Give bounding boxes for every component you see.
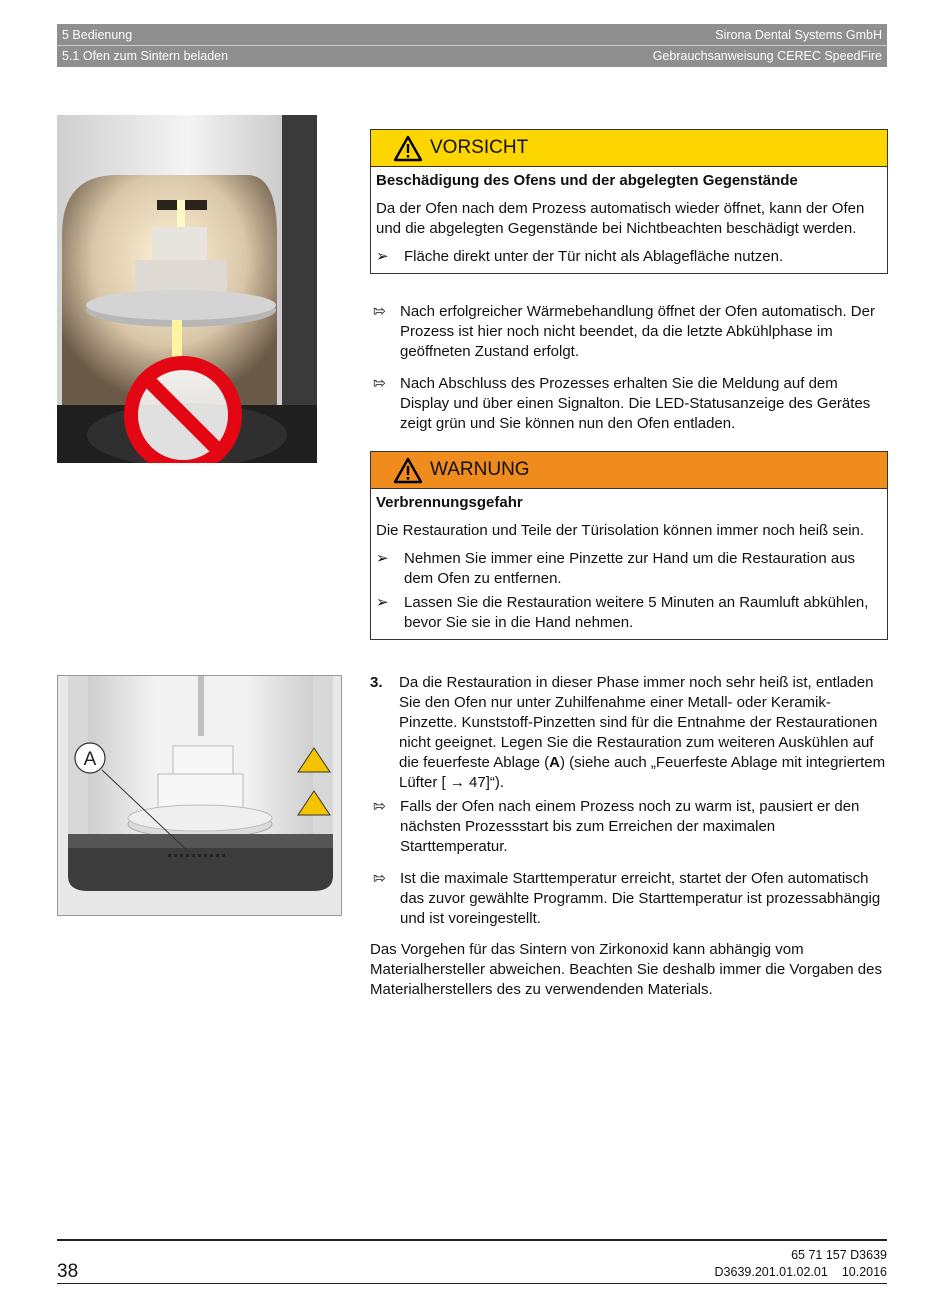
- doc-date: 10.2016: [841, 1265, 887, 1279]
- warning-action: [371, 589, 887, 639]
- result-arrow-icon: ⇰: [373, 375, 386, 392]
- step-text-part: ) (siehe auch „Feuerfeste Ablage mit integriertem Lüfter [ → 47]“).: [399, 754, 886, 791]
- chapter-title: 5 Bedienung: [62, 28, 133, 42]
- doc-meta: [715, 1265, 887, 1279]
- action-arrow-icon: ➢: [376, 248, 389, 265]
- page-header: [57, 24, 887, 67]
- result-text: Falls der Ofen nach einem Prozess noch zu warm ist, pausiert er den nächsten Prozessstart bis zum Erreichen der maximalen Starttemperatur.: [400, 798, 860, 855]
- result-item: [373, 797, 886, 857]
- warning-triangle-icon: [393, 457, 423, 484]
- result-item: [373, 374, 886, 434]
- warning-box: [370, 451, 888, 640]
- warning-action-text: Nehmen Sie immer eine Pinzette zur Hand um die Restauration aus dem Ofen zu entfernen.: [404, 550, 856, 587]
- result-item: [373, 302, 886, 362]
- caution-action: [371, 239, 887, 273]
- caution-title: Beschädigung des Ofens und der abgelegten Gegenstände: [376, 172, 798, 189]
- caution-label: VORSICHT: [430, 137, 529, 158]
- furnace-open-photo: [57, 115, 317, 463]
- prohibition-icon: [131, 363, 235, 463]
- manual-title: Gebrauchsanweisung CEREC SpeedFire: [652, 49, 882, 63]
- caution-text: Da der Ofen nach dem Prozess automatisch wieder öffnet, kann der Ofen und die abgelegten Gegenstände bei Nichtbeachten beschädigt werden.: [376, 200, 865, 237]
- warning-title: Verbrennungsgefahr: [376, 494, 523, 511]
- doc-id: D3639.201.01.02.01: [714, 1265, 828, 1279]
- footer-rule: [57, 1283, 887, 1284]
- result-text: Nach Abschluss des Prozesses erhalten Sie die Meldung auf dem Display und über einen Signalton. Die LED-Statusanzeige des Gerätes zeigt grün und Sie können nun den Ofen entladen.: [400, 375, 871, 432]
- sintering-note: Das Vorgehen für das Sintern von Zirkonoxid kann abhängig vom Materialhersteller abweichen. Beachten Sie deshalb immer die Vorgaben des Materialherstellers des zu verwendenden Materials.: [370, 941, 882, 998]
- page-number: 38: [57, 1261, 79, 1282]
- result-arrow-icon: ⇰: [373, 303, 386, 320]
- furnace-shelf-drawing: [57, 675, 342, 916]
- result-arrow-icon: ⇰: [373, 798, 386, 815]
- callout-a-label: A: [83, 749, 97, 770]
- step-text-part: Da die Restauration in dieser Phase immer noch sehr heiß ist, entladen Sie den Ofen nur unter Zuhilfenahme einer Metall- oder Keramik-Pinzette. Kunststoff-Pinzetten sind für die Entnahme der Restaurationen nicht geeignet. Legen Sie die Restauration zum weiteren Auskühlen auf die feuerfeste Ablage (: [399, 674, 878, 771]
- action-arrow-icon: ➢: [376, 594, 389, 611]
- warning-triangle-icon: [393, 135, 423, 162]
- warning-text: Die Restauration und Teile der Türisolation können immer noch heiß sein.: [376, 522, 865, 539]
- warning-action-text: Lassen Sie die Restauration weitere 5 Minuten an Raumluft abkühlen, bevor Sie sie in die Hand nehmen.: [404, 594, 869, 631]
- section-title: 5.1 Ofen zum Sintern beladen: [62, 49, 229, 63]
- result-item: [373, 869, 886, 929]
- action-arrow-icon: ➢: [376, 550, 389, 567]
- caution-header: [371, 130, 887, 167]
- step-text: [399, 673, 888, 793]
- company-name: Sirona Dental Systems GmbH: [715, 28, 882, 42]
- step-3: [370, 673, 888, 793]
- footer-rule: [57, 1239, 887, 1241]
- result-arrow-icon: ⇰: [373, 870, 386, 887]
- step-number: 3.: [370, 674, 383, 691]
- warning-action: [371, 541, 887, 589]
- warning-header: [371, 452, 887, 489]
- result-text: Nach erfolgreicher Wärmebehandlung öffnet der Ofen automatisch. Der Prozess ist hier noch nicht beendet, da die letzte Abkühlphase im geöffneten Zustand erfolgt.: [400, 303, 875, 360]
- step-ref-a: A: [549, 754, 560, 771]
- caution-box: [370, 129, 888, 274]
- result-text: Ist die maximale Starttemperatur erreicht, startet der Ofen automatisch das zuvor gewählte Programm. Die Starttemperatur ist prozessabhängig und ist voreingestellt.: [400, 870, 881, 927]
- doc-number: 65 71 157 D3639: [791, 1248, 887, 1262]
- caution-action-text: Fläche direkt unter der Tür nicht als Ablagefläche nutzen.: [404, 248, 784, 265]
- warning-label: WARNUNG: [430, 459, 530, 480]
